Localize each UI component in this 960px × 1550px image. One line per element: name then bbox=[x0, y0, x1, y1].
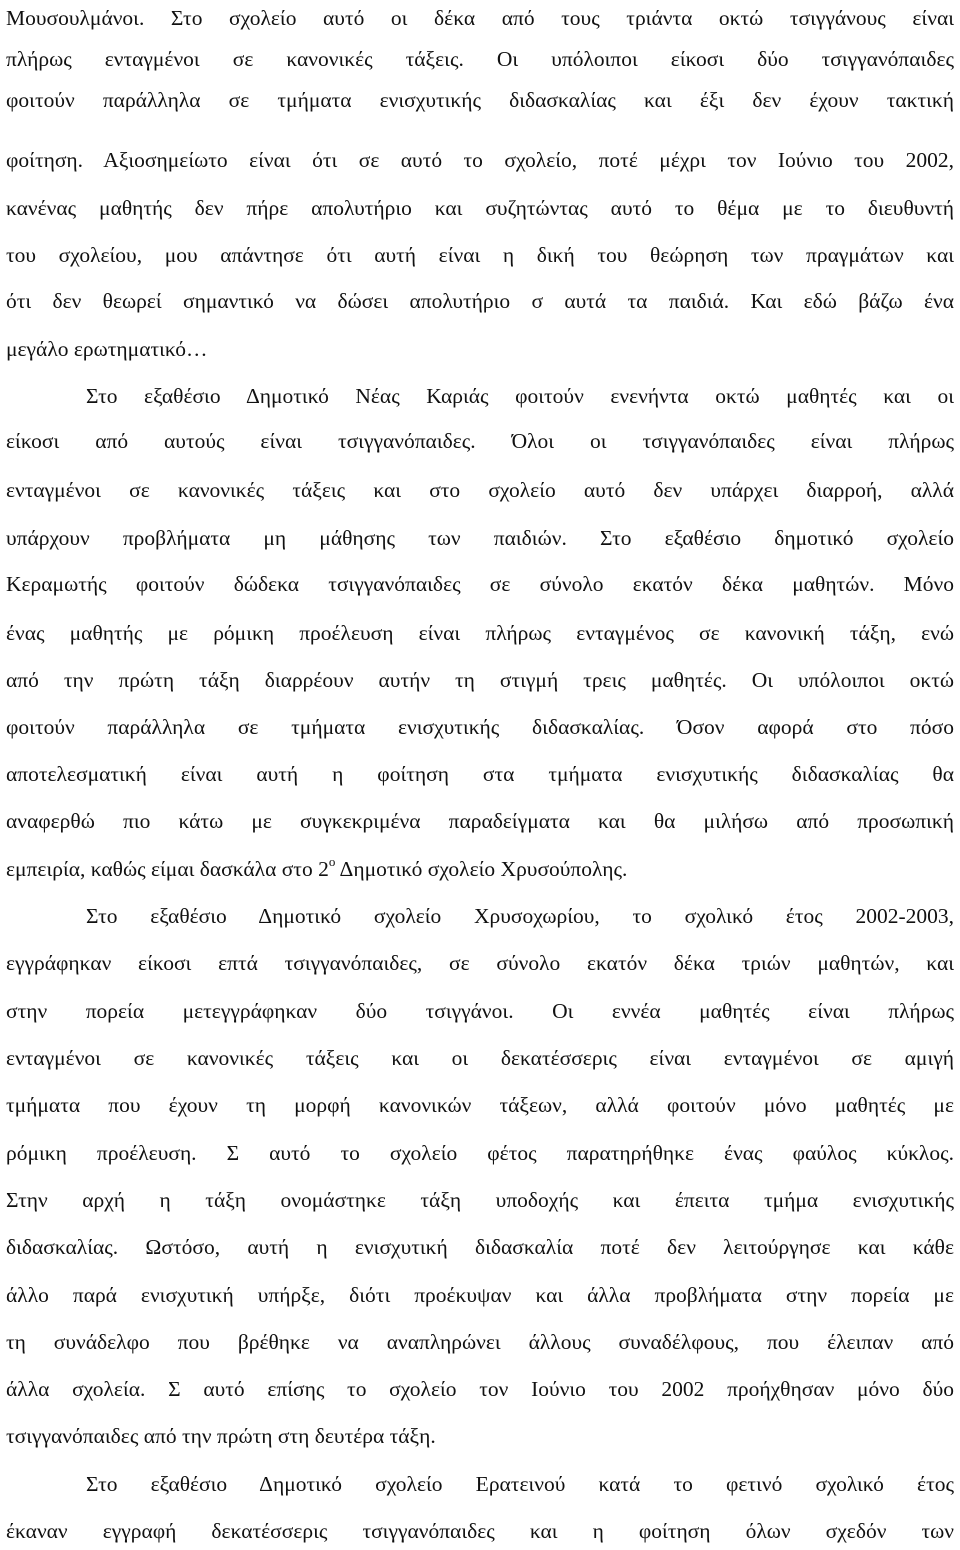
text-line: ενταγμένοι σε κανονικές τάξεις και οι δεκατέσσερις είναι ενταγμένοι σε αμιγή bbox=[6, 1046, 954, 1070]
text-line: ενταγμένοι σε κανονικές τάξεις και στο σχολείο αυτό δεν υπάρχει διαρροή, αλλά bbox=[6, 478, 954, 502]
text-line: τμήματα που έχουν τη μορφή κανονικών τάξεων, αλλά φοιτούν μόνο μαθητές με bbox=[6, 1093, 954, 1117]
text-line: τη συνάδελφο που βρέθηκε να αναπληρώνει άλλους συναδέλφους, που έλειπαν από bbox=[6, 1330, 954, 1354]
paragraph-start-line: Στο εξαθέσιο Δημοτικό σχολείο Ερατεινού κατά το φετινό σχολικό έτος bbox=[86, 1472, 954, 1496]
text-line: διδασκαλίας. Ωστόσο, αυτή η ενισχυτική διδασκαλία ποτέ δεν λειτούργησε και κάθε bbox=[6, 1235, 954, 1259]
text-line: πλήρως ενταγμένοι σε κανονικές τάξεις. Οι υπόλοιποι είκοσι δύο τσιγγανόπαιδες bbox=[6, 47, 954, 71]
text-segment: εμπειρία, καθώς είμαι δασκάλα στο 2 bbox=[6, 857, 329, 881]
text-line: τσιγγανόπαιδες από την πρώτη στη δευτέρα τάξη. bbox=[6, 1424, 436, 1448]
text-line: ρόμικη προέλευση. Σ αυτό το σχολείο φέτος παρατηρήθηκε ένας φαύλος κύκλος. bbox=[6, 1141, 954, 1165]
text-line bbox=[6, 851, 954, 887]
text-line: ένας μαθητής με ρόμικη προέλευση είναι πλήρως ενταγμένος σε κανονική τάξη, ενώ bbox=[6, 621, 954, 645]
text-line: αναφερθώ πιο κάτω με συγκεκριμένα παραδείγματα και θα μιλήσω από προσωπική bbox=[6, 809, 954, 833]
text-line: Στην αρχή η τάξη ονομάστηκε τάξη υποδοχής και έπειτα τμήμα ενισχυτικής bbox=[6, 1188, 954, 1212]
text-line: στην πορεία μετεγγράφηκαν δύο τσιγγάνοι. Οι εννέα μαθητές είναι πλήρως bbox=[6, 999, 954, 1023]
text-line: είκοσι από αυτούς είναι τσιγγανόπαιδες. Όλοι οι τσιγγανόπαιδες είναι πλήρως bbox=[6, 429, 954, 453]
text-line: υπάρχουν προβλήματα μη μάθησης των παιδιών. Στο εξαθέσιο δημοτικό σχολείο bbox=[6, 526, 954, 550]
text-line: φοίτηση. Αξιοσημείωτο είναι ότι σε αυτό το σχολείο, ποτέ μέχρι τον Ιούνιο του 2002, bbox=[6, 148, 954, 172]
text-line: φοιτούν παράλληλα σε τμήματα ενισχυτικής διδασκαλίας. Όσον αφορά στο πόσο bbox=[6, 715, 954, 739]
text-line: έκαναν εγγραφή δεκατέσσερις τσιγγανόπαιδες και η φοίτηση όλων σχεδόν των bbox=[6, 1519, 954, 1543]
text-line: εγγράφηκαν είκοσι επτά τσιγγανόπαιδες, σε σύνολο εκατόν δέκα τριών μαθητών, και bbox=[6, 951, 954, 975]
text-line: άλλο παρά ενισχυτική υπήρξε, διότι προέκυψαν και άλλα προβλήματα στην πορεία με bbox=[6, 1283, 954, 1307]
text-line: κανένας μαθητής δεν πήρε απολυτήριο και συζητώντας αυτό το θέμα με το διευθυντή bbox=[6, 196, 954, 220]
text-segment: Δημοτικό σχολείο Χρυσούπολης. bbox=[335, 857, 628, 881]
text-line: φοιτούν παράλληλα σε τμήματα ενισχυτικής διδασκαλίας και έξι δεν έχουν τακτική bbox=[6, 88, 954, 112]
text-line: μεγάλο ερωτηματικό… bbox=[6, 337, 208, 361]
superscript-o: ο bbox=[328, 853, 336, 869]
text-line: από την πρώτη τάξη διαρρέουν αυτήν τη στιγμή τρεις μαθητές. Οι υπόλοιποι οκτώ bbox=[6, 668, 954, 692]
text-line: του σχολείου, μου απάντησε ότι αυτή είναι η δική του θεώρηση των πραγμάτων και bbox=[6, 243, 954, 267]
text-line: αποτελεσματική είναι αυτή η φοίτηση στα τμήματα ενισχυτικής διδασκαλίας θα bbox=[6, 762, 954, 786]
text-line: Κεραμωτής φοιτούν δώδεκα τσιγγανόπαιδες σε σύνολο εκατόν δέκα μαθητών. Μόνο bbox=[6, 572, 954, 596]
paragraph-start-line: Στο εξαθέσιο Δημοτικό Νέας Καριάς φοιτούν ενενήντα οκτώ μαθητές και οι bbox=[86, 384, 954, 408]
text-line: άλλα σχολεία. Σ αυτό επίσης το σχολείο τον Ιούνιο του 2002 προήχθησαν μόνο δύο bbox=[6, 1377, 954, 1401]
paragraph-start-line: Στο εξαθέσιο Δημοτικό σχολείο Χρυσοχωρίου, το σχολικό έτος 2002-2003, bbox=[86, 904, 954, 928]
text-line: Μουσουλμάνοι. Στο σχολείο αυτό οι δέκα από τους τριάντα οκτώ τσιγγάνους είναι bbox=[6, 6, 954, 30]
text-line: ότι δεν θεωρεί σημαντικό να δώσει απολυτήριο σ αυτά τα παιδιά. Και εδώ βάζω ένα bbox=[6, 289, 954, 313]
